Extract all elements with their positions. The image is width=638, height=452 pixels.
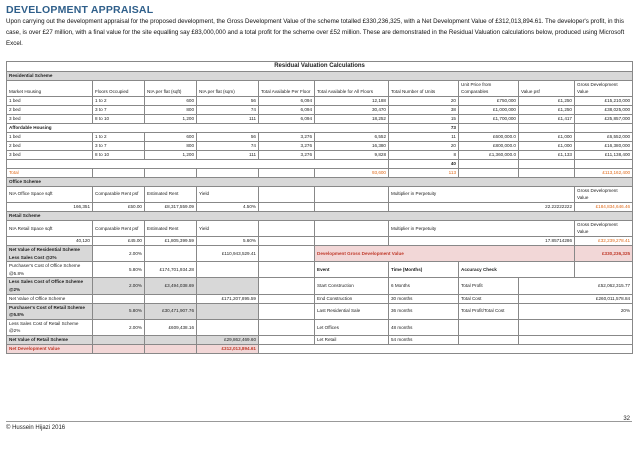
net-retail-value: £29,862,469.60 (197, 336, 259, 345)
time-3: 36 months (389, 303, 459, 319)
office-est-rent: £8,317,559.09 (145, 202, 197, 211)
table-cell: 1 bed (7, 132, 93, 141)
table-cell: 11 (389, 132, 459, 141)
table-cell: £15,210,000 (575, 96, 633, 105)
table-caption: Residual Valuation Calculations (7, 62, 633, 72)
table-cell: £38,025,000 (575, 105, 633, 114)
table-cell: 6,094 (259, 105, 315, 114)
time-4: 48 months (389, 319, 459, 335)
purchaser-office-label: Purchaser's Cost of Office Scheme @5.8% (7, 262, 93, 278)
table-cell: £1,250 (519, 96, 575, 105)
col-header: Comparable Rent psf (93, 186, 145, 202)
net-dev-value: £312,013,894.61 (197, 345, 259, 354)
event-3: Last Residential Sale (315, 303, 389, 319)
retail-multiplier: 17.85714286 (389, 237, 575, 246)
affordable-units: 73 (389, 123, 459, 132)
net-residential-pct: 2.00% (93, 246, 145, 262)
affordable-total-row (7, 159, 633, 168)
time-5: 54 months (389, 336, 459, 345)
accuracy-3-label: Total Profit/Total Cost (459, 303, 519, 319)
table-cell: £750,000 (459, 96, 519, 105)
affordable-label: Affordable Housing (7, 123, 389, 132)
table-cell: 30,470 (315, 105, 389, 114)
time-1: 6 Months (389, 278, 459, 294)
intro-paragraph: Upon carrying out the development appraisal for the proposed development, the Gross Development Value of the scheme totalled £330,236,325, with a Net Development Value of £312,013,894.61. The developer's profit, in this case, is over £27 million, with a final value for the site equalling say £83,000,000 and a total profit for the scheme over £52 million. These are demonstrated in the Residual Valuation calculations below, produced using Microsoft Excel. (6, 18, 625, 47)
table-cell: 9,828 (315, 150, 389, 159)
col-header: Multiplier in Perpetuity (389, 220, 575, 236)
table-cell: 8 to 10 (93, 150, 145, 159)
table-cell: 6,094 (259, 114, 315, 123)
page-number: 32 (623, 416, 630, 422)
table-cell: 12,188 (315, 96, 389, 105)
table-cell: £11,138,400 (575, 150, 633, 159)
col-header: Market Housing (7, 80, 93, 96)
total-gdv: £113,162,400 (575, 168, 633, 177)
office-multiplier: 22.22222222 (389, 202, 575, 211)
footer-divider (6, 421, 632, 422)
table-cell: £25,857,000 (575, 114, 633, 123)
residual-valuation-table (6, 61, 633, 354)
section-residential: Residential Scheme (7, 71, 633, 80)
page-title: DEVELOPMENT APPRAISAL (6, 4, 154, 16)
col-header: NIA per flat (sqft) (145, 80, 197, 96)
col-header: Yield (197, 220, 259, 236)
table-cell: 800 (145, 105, 197, 114)
table-cell: 74 (197, 141, 259, 150)
table-cell: 6,552 (315, 132, 389, 141)
summary-row-1 (7, 246, 633, 262)
total-label: Total (7, 168, 93, 177)
retail-est-rent: £1,805,399.59 (145, 237, 197, 246)
col-header: Estimated Rent (145, 220, 197, 236)
table-cell: £1,000 (519, 141, 575, 150)
residential-total-row (7, 168, 633, 177)
col-header: Value psf (519, 80, 575, 96)
less-sales-office-value: £3,494,038.69 (145, 278, 197, 294)
accuracy-1-value: £52,062,315.77 (519, 278, 633, 294)
less-sales-office-pct: 2.00% (93, 278, 145, 294)
purchaser-office-value: £174,701,934.28 (145, 262, 197, 278)
col-header: Total Available for All Floors (315, 80, 389, 96)
table-cell: 20 (389, 96, 459, 105)
net-office-label: Net Value of Office Scheme (7, 294, 93, 303)
table-cell: 56 (197, 132, 259, 141)
less-sales-retail-value: £609,438.16 (145, 319, 197, 335)
copyright-footer: © Hussein Hijazi 2016 (6, 425, 66, 431)
col-header: Gross Development Value (575, 220, 633, 236)
office-header-row (7, 186, 633, 202)
col-header: Gross Development Value (575, 80, 633, 96)
office-yield: 4.50% (197, 202, 259, 211)
event-5: Let Retail (315, 336, 389, 345)
summary-row-3 (7, 278, 633, 294)
dev-gdv-value: £330,236,325 (575, 246, 633, 262)
table-cell: 15 (389, 114, 459, 123)
summary-row-4 (7, 294, 633, 303)
table-cell: 111 (197, 114, 259, 123)
table-cell: 600 (145, 132, 197, 141)
col-header: Estimated Rent (145, 186, 197, 202)
table-cell: £1,417 (519, 114, 575, 123)
office-row (7, 202, 633, 211)
total-units: 113 (389, 168, 459, 177)
retail-nia: 40,120 (7, 237, 93, 246)
table-row (7, 141, 633, 150)
less-sales-office-label: Less Sales Cost of Office Scheme @2% (7, 278, 93, 294)
retail-header-row (7, 220, 633, 236)
table-cell: 1 to 2 (93, 96, 145, 105)
time-2: 30 months (389, 294, 459, 303)
table-cell: 3,276 (259, 141, 315, 150)
retail-row (7, 237, 633, 246)
table-cell: 20 (389, 141, 459, 150)
table-cell: £1,360,000.0 (459, 150, 519, 159)
affordable-total-units: 40 (389, 159, 459, 168)
table-cell: 2 bed (7, 105, 93, 114)
accuracy-2-label: Total Cost (459, 294, 519, 303)
col-header: NIA per flat (sqm) (197, 80, 259, 96)
event-1: Start Construction (315, 278, 389, 294)
office-nia: 166,351 (7, 202, 93, 211)
table-row (7, 150, 633, 159)
accuracy-header: Accuracy Check (459, 262, 575, 278)
office-rent-psf: £50.00 (93, 202, 145, 211)
residential-header-row (7, 80, 633, 96)
summary-row-2 (7, 262, 633, 278)
table-cell: 8 to 10 (93, 114, 145, 123)
summary-row-7 (7, 336, 633, 345)
net-retail-label: Net Value of Retail Scheme (7, 336, 93, 345)
table-cell: 6,094 (259, 96, 315, 105)
table-cell: £1,000 (519, 132, 575, 141)
table-cell: 3 bed (7, 150, 93, 159)
table-cell: 56 (197, 96, 259, 105)
table-cell: £1,133 (519, 150, 575, 159)
table-cell: 3,276 (259, 132, 315, 141)
section-retail: Retail Scheme (7, 211, 633, 220)
table-cell: 1,200 (145, 150, 197, 159)
net-residential-value: £110,943,529.41 (197, 246, 259, 262)
col-header: NIA Retail Space sqft (7, 220, 93, 236)
retail-yield: 5.60% (197, 237, 259, 246)
table-row (7, 96, 633, 105)
table-cell: 2 bed (7, 141, 93, 150)
event-2: End Construction (315, 294, 389, 303)
table-cell: 1 to 2 (93, 132, 145, 141)
col-header: Yield (197, 186, 259, 202)
table-cell: 3,276 (259, 150, 315, 159)
col-header: Unit Price from Comparables (459, 80, 519, 96)
table-cell: 600 (145, 96, 197, 105)
table-cell: 1,200 (145, 114, 197, 123)
accuracy-1-label: Total Profit (459, 278, 519, 294)
table-cell: 38 (389, 105, 459, 114)
accuracy-3-value: 20% (519, 303, 633, 319)
office-gdv: £184,834,646.46 (575, 202, 633, 211)
table-cell: 111 (197, 150, 259, 159)
summary-row-5 (7, 303, 633, 319)
col-header: Total Available Per Floor (259, 80, 315, 96)
table-cell: 3 to 7 (93, 141, 145, 150)
purchaser-retail-value: £30,471,907.76 (145, 303, 197, 319)
summary-row-6 (7, 319, 633, 335)
net-office-value: £171,207,895.59 (197, 294, 259, 303)
section-office: Office Scheme (7, 177, 633, 186)
event-header: Event (315, 262, 389, 278)
table-row (7, 105, 633, 114)
table-cell: 3 to 7 (93, 105, 145, 114)
table-cell: £6,552,000 (575, 132, 633, 141)
affordable-label-row (7, 123, 633, 132)
less-sales-retail-pct: 2.00% (93, 319, 145, 335)
market-housing-rows (7, 96, 633, 123)
col-header: Gross Development Value (575, 186, 633, 202)
col-header: Multiplier in Perpetuity (389, 186, 575, 202)
purchaser-retail-label: Purchaser's Cost of Retail Scheme @5.8% (7, 303, 93, 319)
event-4: Let Offices (315, 319, 389, 335)
accuracy-2-value: £260,011,578.84 (519, 294, 633, 303)
col-header: Comparable Rent psf (93, 220, 145, 236)
table-row (7, 132, 633, 141)
dev-gdv-label: Development Gross Development Value (315, 246, 575, 262)
total-floor: 93,600 (315, 168, 389, 177)
less-sales-retail-label: Less Sales Cost of Retail Scheme @2% (7, 319, 93, 335)
purchaser-office-pct: 5.80% (93, 262, 145, 278)
net-dev-value-label: Net Development Value (7, 345, 93, 354)
retail-gdv: £32,239,278.41 (575, 237, 633, 246)
table-cell: £1,000,000 (459, 105, 519, 114)
table-cell: 16,380 (315, 141, 389, 150)
table-cell: 8 (389, 150, 459, 159)
table-cell: 800 (145, 141, 197, 150)
purchaser-retail-pct: 5.80% (93, 303, 145, 319)
table-cell: 74 (197, 105, 259, 114)
table-cell: £800,000.0 (459, 141, 519, 150)
table-cell: 3 bed (7, 114, 93, 123)
net-residential-label: Net Value of Residential Scheme Less Sales Cost @2% (7, 246, 93, 262)
affordable-housing-rows (7, 132, 633, 159)
retail-rent-psf: £45.00 (93, 237, 145, 246)
col-header: Floors Occupied (93, 80, 145, 96)
col-header: NIA Office Space sqft (7, 186, 93, 202)
summary-row-8 (7, 345, 633, 354)
table-cell: 18,252 (315, 114, 389, 123)
table-cell: £600,000.0 (459, 132, 519, 141)
col-header: Total Number of Units (389, 80, 459, 96)
table-row (7, 114, 633, 123)
table-cell: £1,700,000 (459, 114, 519, 123)
table-cell: £1,250 (519, 105, 575, 114)
table-cell: £16,380,000 (575, 141, 633, 150)
table-cell: 1 bed (7, 96, 93, 105)
time-header: Time (Months) (389, 262, 459, 278)
